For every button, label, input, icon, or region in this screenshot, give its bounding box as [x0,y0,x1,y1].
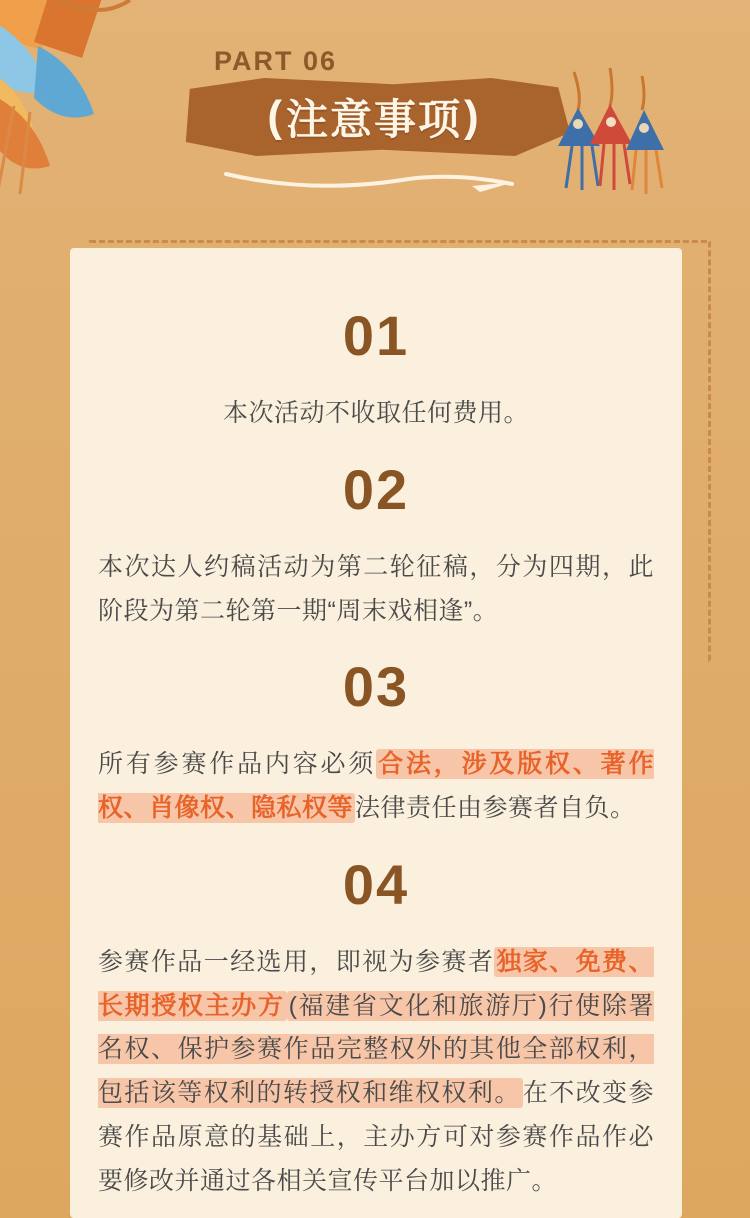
note-segment: 本次活动不收取任何费用。 [222,399,529,427]
note-item [98,304,654,436]
note-number: 01 [98,308,654,364]
note-number: 04 [98,857,654,913]
note-segment: 参赛作品一经选用，即视为参赛者 [98,947,495,976]
note-text [98,546,654,634]
note-item [98,655,654,831]
content-card [70,248,682,1218]
note-segment: 本次达人约稿活动为第二轮征稿，分为四期，此阶段为第二轮第一期“周末戏相逢”。 [98,552,654,625]
swoosh-underline [222,168,522,194]
page-title: 注意事项 [285,96,462,143]
title-text-wrap [178,78,570,156]
tassel-decoration [552,66,672,206]
right-paren: ) [464,92,481,141]
note-text [98,392,654,436]
note-text [98,743,654,831]
note-text [98,941,654,1204]
note-item [98,852,654,1204]
note-number: 03 [98,659,654,715]
note-number: 02 [98,462,654,518]
note-item [98,457,654,634]
left-paren: ( [267,92,284,141]
note-segment-soft-highlight: (福建省文化和旅游厅)行使除署名权、保护参赛作品完整权外的其他全部权利，包括该等权利的转授权和维权权利。 [98,991,654,1107]
note-segment: 法律责任由参赛者自负。 [355,794,636,822]
note-segment: 在不改变参赛作品原意的基础上，主办方可对参赛作品作必要修改并通过各相关宣传平台加以推广。 [98,1079,654,1195]
note-segment: 所有参赛作品内容必须 [98,750,377,779]
note-segment-highlight: 独家、免费、长期授权主办方 [98,947,654,1020]
part-label: PART 06 [214,46,338,76]
content-list [70,248,682,1207]
title-banner [178,78,570,156]
note-segment-highlight: 合法，涉及版权、著作权、肖像权、隐私权等 [98,750,654,822]
poster-header [0,0,750,215]
